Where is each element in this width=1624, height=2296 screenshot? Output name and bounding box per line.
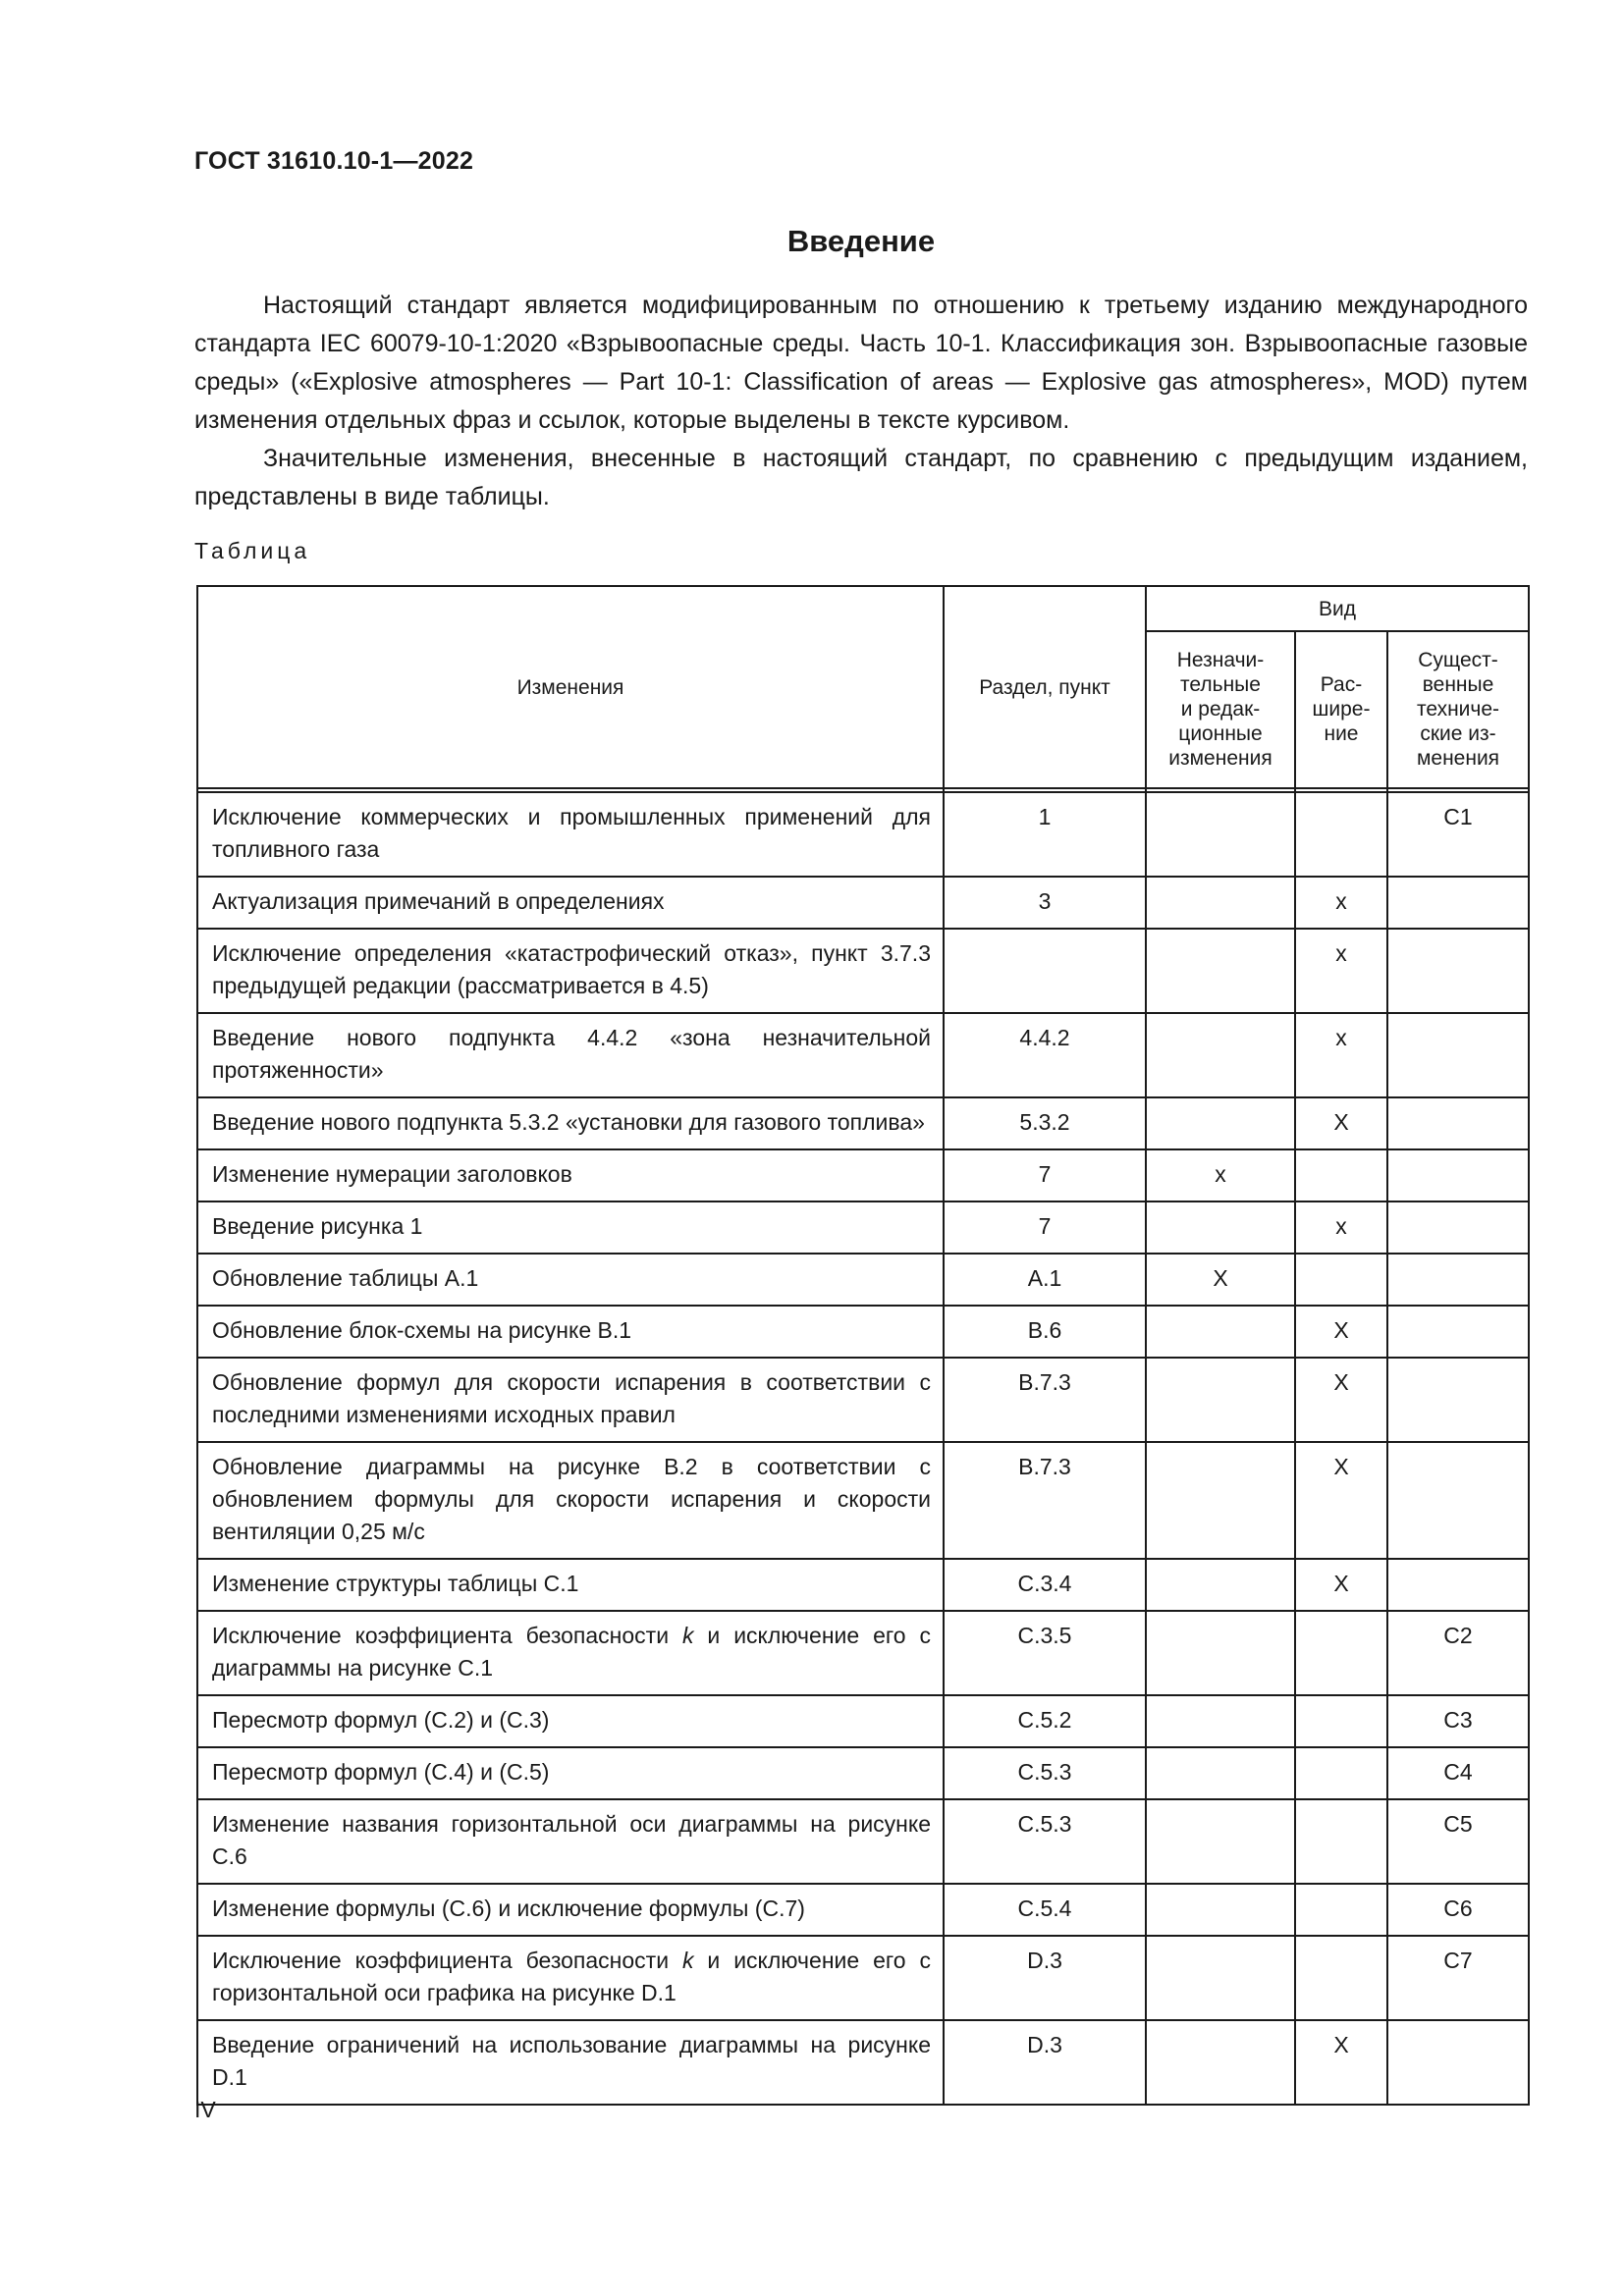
table-row [197,1306,1529,1358]
table-row [197,1611,1529,1695]
introduction-text [194,287,1528,516]
technical-change-mark [1387,1442,1529,1559]
extension-mark [1295,1254,1387,1306]
section-reference: C.5.4 [944,1884,1146,1936]
technical-change-mark: C3 [1387,1695,1529,1747]
header-changes: Изменения [197,586,944,788]
change-description: Введение нового подпункта 4.4.2 «зона незначительной протяженности» [197,1013,944,1097]
change-description: Обновление таблицы А.1 [197,1254,944,1306]
extension-mark: x [1295,1201,1387,1254]
page-number: IV [194,2097,216,2122]
section-reference: B.7.3 [944,1442,1146,1559]
section-reference: 4.4.2 [944,1013,1146,1097]
change-description: Изменение формулы (С.6) и исключение формулы (С.7) [197,1884,944,1936]
extension-mark: X [1295,1358,1387,1442]
change-description: Введение рисунка 1 [197,1201,944,1254]
table-row [197,929,1529,1013]
section-reference: 3 [944,877,1146,929]
change-description: Обновление диаграммы на рисунке В.2 в соответствии с обновлением формулы для скорости испарения и скорости вентиляции 0,25 м/с [197,1442,944,1559]
table-row [197,1799,1529,1884]
header-section: Раздел, пункт [944,586,1146,788]
extension-mark [1295,1747,1387,1799]
extension-mark: X [1295,1097,1387,1149]
section-title: Введение [786,224,936,258]
technical-change-mark [1387,1254,1529,1306]
extension-mark [1295,1149,1387,1201]
technical-change-mark [1387,1149,1529,1201]
changes-table [196,585,1530,2106]
technical-change-mark: C2 [1387,1611,1529,1695]
extension-mark [1295,1884,1387,1936]
section-reference: C.3.5 [944,1611,1146,1695]
table-row [197,877,1529,929]
section-reference [944,929,1146,1013]
section-reference: 5.3.2 [944,1097,1146,1149]
technical-change-mark: C6 [1387,1884,1529,1936]
minor-change-mark [1146,792,1295,877]
minor-change-mark [1146,1013,1295,1097]
change-description: Изменение структуры таблицы С.1 [197,1559,944,1611]
table-header [197,586,1529,792]
section-reference: 7 [944,1149,1146,1201]
change-description: Обновление формул для скорости испарения в соответствии с последними изменениями исходных правил [197,1358,944,1442]
table-row [197,2020,1529,2105]
minor-change-mark: x [1146,1149,1295,1201]
technical-change-mark [1387,1097,1529,1149]
table-row [197,1013,1529,1097]
section-reference: B.6 [944,1306,1146,1358]
table-row [197,1442,1529,1559]
section-reference: C.5.3 [944,1747,1146,1799]
header-kind: Вид [1146,586,1529,631]
table-row [197,1559,1529,1611]
table-row [197,1936,1529,2020]
extension-mark [1295,1611,1387,1695]
header-minor: Незначи- тельные и редак- ционные изменения [1146,631,1295,788]
change-description: Введение ограничений на использование диаграммы на рисунке D.1 [197,2020,944,2105]
section-reference: C.3.4 [944,1559,1146,1611]
minor-change-mark [1146,929,1295,1013]
document-code: ГОСТ 31610.10-1—2022 [194,147,474,175]
intro-paragraph-1: Настоящий стандарт является модифицированным по отношению к третьему изданию международного стандарта IEC 60079-10-1:2020 «Взрывоопасные среды. Часть 10-1. Классификация зон. Взрывоопасные газовые среды» («Explosive atmospheres — Part 10-1: Classification of areas — Explosive gas atmospheres», MOD) путем изменения отдельных фраз и ссылок, которые выделены в тексте курсивом. [194,292,1528,434]
table-row [197,1358,1529,1442]
minor-change-mark [1146,1936,1295,2020]
section-reference: D.3 [944,2020,1146,2105]
extension-mark [1295,1936,1387,2020]
technical-change-mark [1387,2020,1529,2105]
change-description: Изменение нумерации заголовков [197,1149,944,1201]
minor-change-mark [1146,1201,1295,1254]
extension-mark: x [1295,1013,1387,1097]
minor-change-mark [1146,1611,1295,1695]
minor-change-mark [1146,877,1295,929]
section-reference: A.1 [944,1254,1146,1306]
technical-change-mark [1387,1358,1529,1442]
technical-change-mark [1387,929,1529,1013]
change-description: Пересмотр формул (С.2) и (С.3) [197,1695,944,1747]
section-reference: 7 [944,1201,1146,1254]
extension-mark: X [1295,2020,1387,2105]
technical-change-mark: C5 [1387,1799,1529,1884]
extension-mark: X [1295,1306,1387,1358]
table-caption: Таблица [194,538,311,563]
minor-change-mark [1146,1747,1295,1799]
table-body [197,792,1529,2105]
minor-change-mark [1146,1884,1295,1936]
extension-mark: x [1295,929,1387,1013]
extension-mark [1295,1799,1387,1884]
section-reference: C.5.2 [944,1695,1146,1747]
change-description: Исключение коммерческих и промышленных применений для топливного газа [197,792,944,877]
minor-change-mark [1146,1097,1295,1149]
intro-paragraph-2: Значительные изменения, внесенные в настоящий стандарт, по сравнению с предыдущим изданием, представлены в виде таблицы. [194,445,1528,510]
technical-change-mark [1387,1559,1529,1611]
change-description: Актуализация примечаний в определениях [197,877,944,929]
section-reference: 1 [944,792,1146,877]
header-extension: Рас- шире- ние [1295,631,1387,788]
technical-change-mark [1387,1201,1529,1254]
table-row [197,1201,1529,1254]
technical-change-mark [1387,1013,1529,1097]
minor-change-mark [1146,1442,1295,1559]
header-technical: Сущест- венные техниче- ские из- менения [1387,631,1529,788]
table-row [197,1884,1529,1936]
minor-change-mark [1146,1695,1295,1747]
extension-mark [1295,1695,1387,1747]
technical-change-mark: C4 [1387,1747,1529,1799]
minor-change-mark [1146,1358,1295,1442]
extension-mark: x [1295,877,1387,929]
change-description: Обновление блок-схемы на рисунке В.1 [197,1306,944,1358]
table-row [197,1695,1529,1747]
technical-change-mark [1387,1306,1529,1358]
change-description: Исключение коэффициента безопасности k и исключение его с диаграммы на рисунке С.1 [197,1611,944,1695]
change-description: Изменение названия горизонтальной оси диаграммы на рисунке С.6 [197,1799,944,1884]
minor-change-mark [1146,1559,1295,1611]
extension-mark: X [1295,1442,1387,1559]
minor-change-mark [1146,2020,1295,2105]
change-description: Исключение коэффициента безопасности k и исключение его с горизонтальной оси графика на рисунке D.1 [197,1936,944,2020]
minor-change-mark [1146,1306,1295,1358]
extension-mark: X [1295,1559,1387,1611]
extension-mark [1295,792,1387,877]
technical-change-mark [1387,877,1529,929]
table-row [197,1097,1529,1149]
section-reference: B.7.3 [944,1358,1146,1442]
table-row [197,792,1529,877]
table-row [197,1254,1529,1306]
section-reference: C.5.3 [944,1799,1146,1884]
change-description: Исключение определения «катастрофический отказ», пункт 3.7.3 предыдущей редакции (рассматривается в 4.5) [197,929,944,1013]
minor-change-mark [1146,1799,1295,1884]
technical-change-mark: C7 [1387,1936,1529,2020]
change-description: Введение нового подпункта 5.3.2 «установки для газового топлива» [197,1097,944,1149]
section-reference: D.3 [944,1936,1146,2020]
minor-change-mark: X [1146,1254,1295,1306]
table-row [197,1747,1529,1799]
technical-change-mark: C1 [1387,792,1529,877]
change-description: Пересмотр формул (С.4) и (С.5) [197,1747,944,1799]
table-row [197,1149,1529,1201]
